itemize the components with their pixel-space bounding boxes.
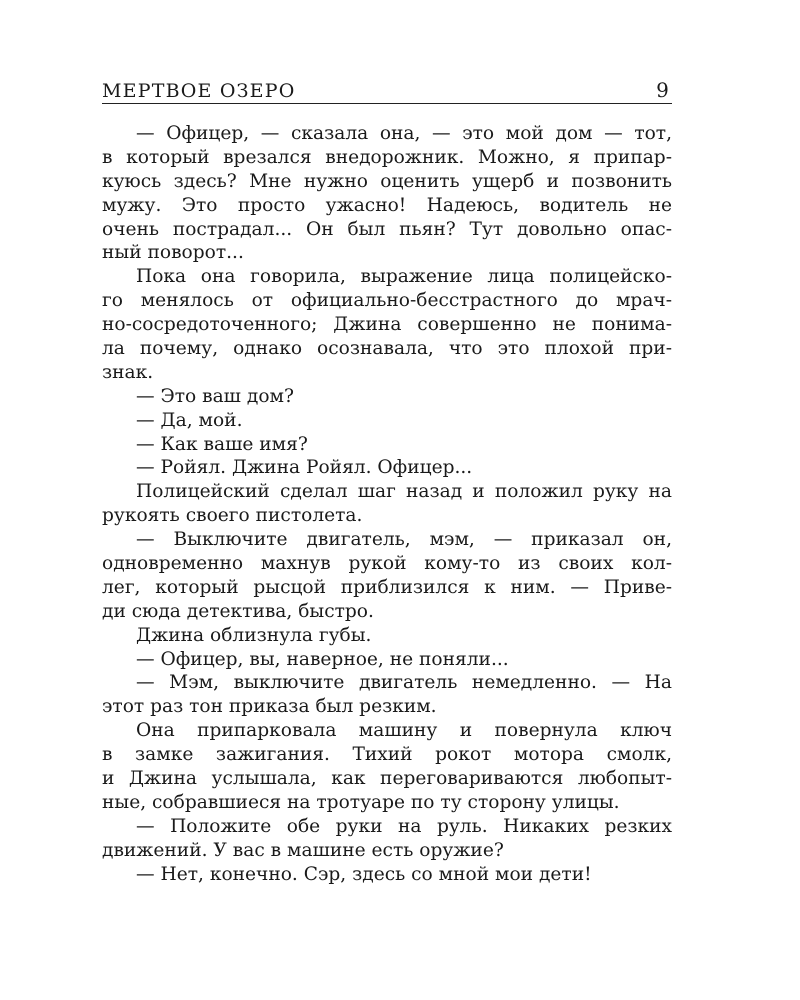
text-line: — Ройял. Джина Ройял. Офицер... <box>136 457 473 479</box>
body-text <box>102 122 672 887</box>
text-line: го менялось от официально-бесстрастного до мрач- <box>102 290 672 312</box>
text-line: Пока она говорила, выражение лица полицейско- <box>136 266 672 288</box>
text-line: — Офицер, — сказала она, — это мой дом — тот, <box>136 123 672 144</box>
text-line: этот раз тон приказа был резким. <box>102 696 437 718</box>
text-line: ные, собравшиеся на тротуаре по ту сторону улицы. <box>102 791 620 813</box>
text-line: мужу. Это просто ужасно! Надеюсь, водитель не <box>102 194 672 216</box>
text-line: — Выключите двигатель, мэм, — приказал он, <box>136 529 672 551</box>
book-page <box>102 76 672 887</box>
text-line: — Да, мой. <box>136 409 243 431</box>
text-line: знак. <box>102 361 154 383</box>
text-line: одновременно махнув рукой кому-то из своих кол- <box>102 553 672 575</box>
text-line: рукоять своего пистолета. <box>102 505 363 527</box>
running-header <box>102 76 672 104</box>
text-line: ла почему, однако осознавала, что это плохой при- <box>102 338 672 360</box>
text-line: — Мэм, выключите двигатель немедленно. — На <box>136 672 672 694</box>
text-line: ди сюда детектива, быстро. <box>102 600 374 622</box>
text-line: лег, который рысцой приблизился к ним. — Приве- <box>102 576 672 598</box>
text-line: в замке зажигания. Тихий рокот мотора смолк, <box>102 744 672 766</box>
text-line: очень пострадал... Он был пьян? Тут довольно опас- <box>102 218 672 240</box>
text-line: куюсь здесь? Мне нужно оценить ущерб и позвонить <box>102 170 672 192</box>
text-line: и Джина услышала, как переговариваются любопыт- <box>102 768 672 790</box>
text-line: движений. У вас в машине есть оружие? <box>102 839 504 861</box>
page-number: 9 <box>656 78 670 102</box>
text-line: ный поворот... <box>102 242 244 264</box>
text-line: Она припарковала машину и повернула ключ <box>136 720 672 742</box>
text-line: — Нет, конечно. Сэр, здесь со мной мои дети! <box>136 863 592 885</box>
text-line: — Как ваше имя? <box>136 433 308 455</box>
text-line: — Положите обе руки на руль. Никаких резких <box>136 815 672 837</box>
text-line: но-сосредоточенного; Джина совершенно не понима- <box>102 314 672 336</box>
text-line: Джина облизнула губы. <box>136 624 372 646</box>
text-line: — Это ваш дом? <box>136 385 294 407</box>
text-line: Полицейский сделал шаг назад и положил руку на <box>136 481 672 503</box>
text-line: в который врезался внедорожник. Можно, я припар- <box>102 146 672 168</box>
book-title: МЕРТВОЕ ОЗЕРО <box>102 80 296 102</box>
text-line: — Офицер, вы, наверное, не поняли... <box>136 648 509 670</box>
